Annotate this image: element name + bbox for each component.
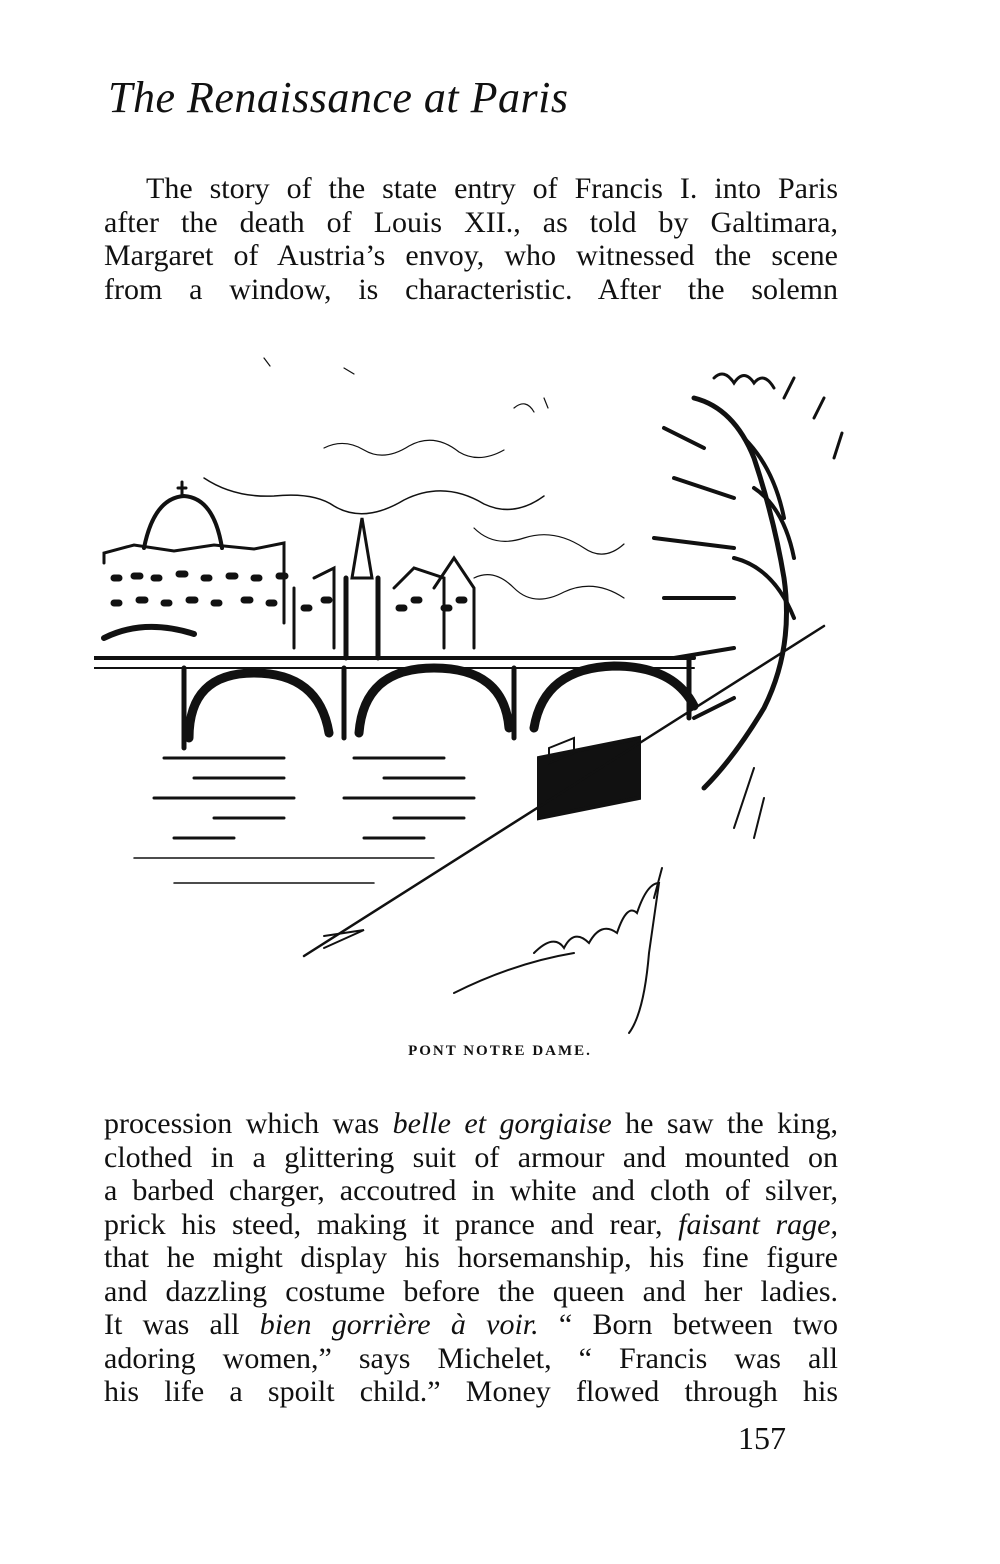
text-line: procession which was belle et gorgiaise he saw the king, [104,1107,838,1140]
text-line: and dazzling costume before the queen and her ladies. [104,1274,838,1308]
text-line: a barbed charger, accoutred in white and cloth of silver, [104,1174,838,1207]
page-title: The Renaissance at Paris [108,73,569,122]
text-line: his life a spoilt child.” Money flowed through his [104,1375,838,1408]
text-line: The story of the state entry of Francis I. into Paris [146,172,838,205]
text-line: after the death of Louis XII., as told by Galtimara, [104,205,838,239]
text-line: prick his steed, making it prance and rear, faisant rage, [104,1207,839,1241]
text-line: clothed in a glittering suit of armour and mounted on [104,1140,838,1174]
italic-phrase: faisant rage, [678,1207,839,1241]
text-line: Margaret of Austria’s envoy, who witnessed the scene [104,239,838,272]
text-line: from a window, is characteristic. After the solemn [104,272,838,306]
italic-phrase: bien gorrière à voir. [259,1308,539,1341]
figure-caption: PONT NOTRE DAME. [408,1043,592,1059]
pont-notre-dame-illustration [94,338,884,1038]
text-line: that he might display his horsemanship, his fine figure [104,1241,838,1274]
paragraph-opening [104,172,838,306]
text-line: It was all bien gorrière à voir. “ Born between two [104,1308,839,1341]
page-number: 157 [738,1420,786,1456]
paragraph-continued [104,1107,838,1409]
italic-phrase: belle et gorgiaise [392,1107,612,1140]
text-line: adoring women,” says Michelet, “ Francis was all [104,1341,838,1375]
